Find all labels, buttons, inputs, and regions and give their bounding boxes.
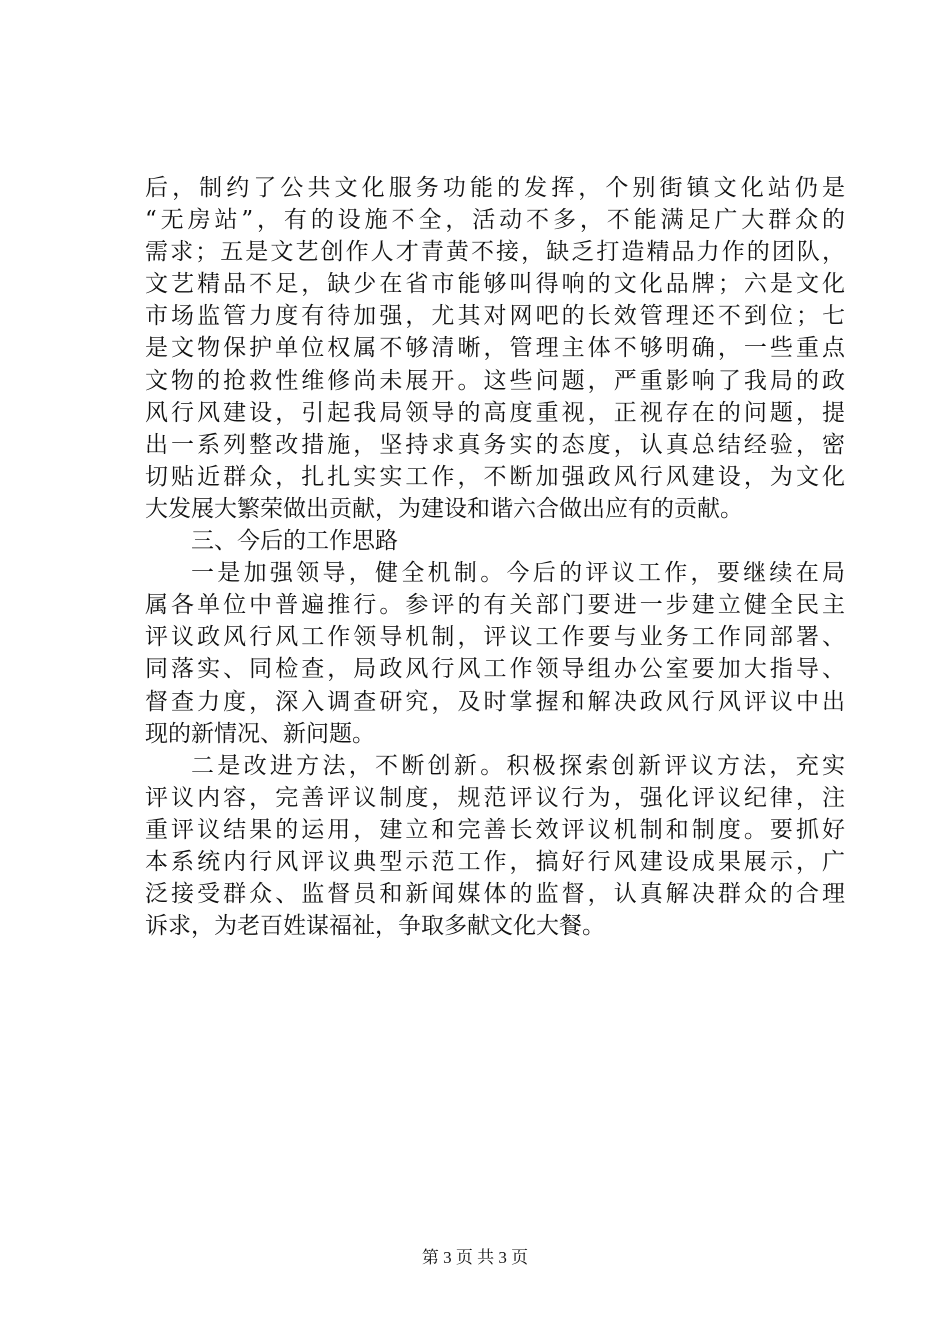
page-number-footer: 第 3 页 共 3 页 (421, 1248, 529, 1267)
document-body (145, 172, 845, 942)
text-line: 后，制约了公共文化服务功能的发挥，个别街镇文化站仍是 (145, 175, 845, 201)
text-line: 需求；五是文艺创作人才青黄不接，缺乏打造精品力作的团队， (145, 239, 845, 266)
text-line: 同落实、同检查，局政风行风工作领导组办公室要加大指导、 (145, 656, 845, 683)
text-line: 本系统内行风评议典型示范工作，搞好行风建设成果展示，广 (145, 848, 845, 875)
text-line: 大发展大繁荣做出贡献，为建设和谐六合做出应有的贡献。 (145, 495, 743, 522)
text-line: 文物的抢救性维修尚未展开。这些问题，严重影响了我局的政 (145, 367, 845, 394)
text-line: 风行风建设，引起我局领导的高度重视，正视存在的问题，提 (145, 399, 845, 426)
text-line: 督查力度，深入调查研究，及时掌握和解决政风行风评议中出 (145, 688, 845, 715)
text-line: 二是改进方法，不断创新。积极探索创新评议方法，充实 (191, 752, 845, 779)
text-line: 出一系列整改措施，坚持求真务实的态度，认真总结经验，密 (145, 431, 845, 458)
text-line: 泛接受群众、监督员和新闻媒体的监督，认真解决群众的合理 (145, 881, 845, 908)
text-line: “无房站”，有的设施不全，活动不多，不能满足广大群众的 (145, 207, 845, 234)
text-line: 文艺精品不足，缺少在省市能够叫得响的文化品牌；六是文化 (145, 271, 845, 298)
text-line: 现的新情况、新问题。 (145, 720, 375, 747)
section-heading: 三、今后的工作思路 (191, 528, 398, 555)
text-line: 切贴近群众，扎扎实实工作，不断加强政风行风建设，为文化 (145, 463, 845, 490)
text-line: 一是加强领导，健全机制。今后的评议工作，要继续在局 (191, 560, 845, 587)
text-line: 重评议结果的运用，建立和完善长效评议机制和制度。要抓好 (145, 816, 845, 843)
text-line: 是文物保护单位权属不够清晰，管理主体不够明确，一些重点 (145, 335, 845, 362)
text-line: 评议内容，完善评议制度，规范评议行为，强化评议纪律，注 (145, 784, 845, 811)
text-line: 市场监管力度有待加强，尤其对网吧的长效管理还不到位；七 (145, 303, 845, 330)
text-line: 属各单位中普遍推行。参评的有关部门要进一步建立健全民主 (145, 592, 845, 619)
text-line: 诉求，为老百姓谋福祉，争取多献文化大餐。 (145, 913, 605, 940)
text-line: 评议政风行风工作领导机制，评议工作要与业务工作同部署、 (145, 624, 845, 651)
